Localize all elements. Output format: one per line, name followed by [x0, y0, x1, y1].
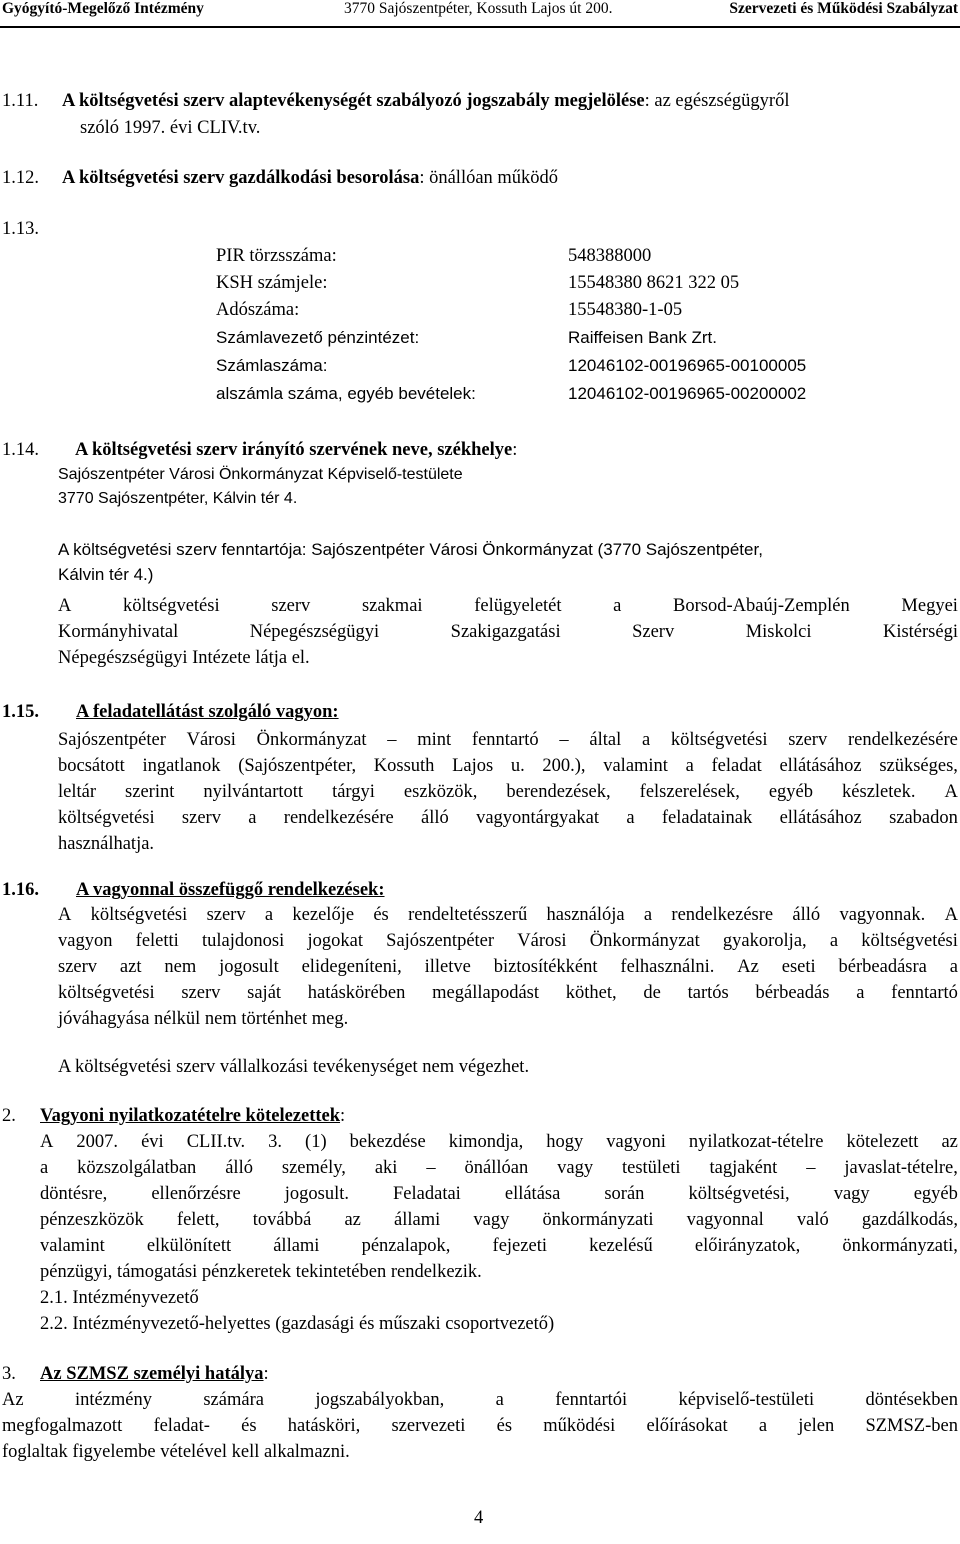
supervision-line1 — [58, 596, 958, 617]
word: a — [641, 730, 651, 750]
word: feladat — [711, 756, 762, 776]
word: valamint — [40, 1236, 105, 1256]
word: CLII.tv. — [186, 1132, 246, 1152]
word: rendeltetésszerű — [408, 905, 528, 925]
word: egyéb — [913, 1184, 958, 1204]
word: – — [387, 730, 397, 750]
word: a — [758, 1416, 768, 1436]
section-2-colon: : — [340, 1106, 346, 1126]
word: fenntartó — [891, 983, 958, 1003]
section-1-14-body-line3: 3770 Sajószentpéter, Kálvin tér 4. — [58, 490, 298, 507]
word: illetve — [424, 957, 471, 977]
section-1-14-heading — [75, 440, 517, 461]
word: eseti — [781, 957, 816, 977]
word: bekezdése — [349, 1132, 426, 1152]
word: saját — [247, 983, 282, 1003]
word: vagy — [557, 1158, 594, 1178]
word: Miskolci — [745, 622, 812, 642]
word: Népegészségügyi — [249, 622, 380, 642]
word: szerv — [181, 983, 221, 1003]
section-3-colon: : — [263, 1364, 269, 1384]
section-1-11-number: 1.11. — [2, 91, 39, 111]
section-2-last: pénzügyi, támogatási pénzkeretek tekintetében rendelkezik. — [40, 1262, 482, 1282]
word: ingatlanok — [142, 756, 221, 776]
bank-label: Számlavezető pénzintézet: — [216, 328, 420, 347]
section-1-15-line3 — [58, 782, 958, 803]
section-1-16-line1 — [58, 905, 958, 926]
word: kezelője — [292, 905, 355, 925]
word: Szakigazgatási — [450, 622, 561, 642]
word: ellátása — [504, 1184, 561, 1204]
ksh-label: KSH számjele: — [216, 273, 328, 293]
word: költségvetési — [90, 905, 188, 925]
word: álló — [421, 808, 449, 828]
word: a — [643, 905, 653, 925]
bank-value: Raiffeisen Bank Zrt. — [568, 328, 717, 347]
word: – — [806, 1158, 816, 1178]
section-1-12-value: : önállóan működő — [419, 168, 559, 188]
section-1-12-title: A költségvetési szerv gazdálkodási besorolása — [62, 168, 420, 188]
supervision-line2 — [58, 622, 958, 643]
word: vagyonnal — [686, 1210, 764, 1230]
word: Városi — [186, 730, 236, 750]
word: tárgyi — [332, 782, 375, 802]
section-1-15-line2 — [58, 756, 958, 777]
word: (Sajószentpéter, — [238, 756, 357, 776]
word: számára — [203, 1390, 264, 1410]
section-2-line4 — [40, 1210, 958, 1231]
word: kötelezett — [846, 1132, 919, 1152]
word: hatásköri, — [287, 1416, 361, 1436]
word: a — [40, 1158, 49, 1178]
word: berendezések, — [506, 782, 611, 802]
word: pénzeszközök — [40, 1210, 144, 1230]
word: gyakorolja, — [722, 931, 807, 951]
section-1-15-number: 1.15. — [2, 702, 39, 722]
section-1-11-title: A költségvetési szerv alaptevékenységét szabályozó jogszabály megjelölése — [62, 91, 645, 111]
section-2-heading — [40, 1106, 345, 1127]
word: szerv — [58, 957, 98, 977]
word: előírásokat — [646, 1416, 728, 1436]
word: Önkormányzat — [589, 931, 700, 951]
word: biztosítékként — [493, 957, 598, 977]
section-1-16-line2 — [58, 931, 958, 952]
word: vagy — [833, 1184, 870, 1204]
account-value: 12046102-00196965-00100005 — [568, 356, 807, 375]
word: jogokat — [307, 931, 363, 951]
word: a — [685, 756, 694, 776]
word: jelen — [798, 1416, 835, 1436]
section-1-12-heading — [62, 168, 558, 189]
word: nyilvántartott — [203, 782, 304, 802]
section-1-16-extra: A költségvetési szerv vállalkozási tevékenységet nem végezhet. — [58, 1057, 530, 1077]
word: álló — [225, 1158, 253, 1178]
word: felszerelések, — [639, 782, 740, 802]
section-1-15-line1 — [58, 730, 958, 751]
word: elidegeníteni, — [301, 957, 402, 977]
word: költségvetési — [861, 931, 958, 951]
maintainer-line2: Kálvin tér 4.) — [58, 565, 154, 584]
word: fejezeti — [492, 1236, 547, 1256]
word: nem — [164, 957, 197, 977]
word: javaslat-tételre, — [844, 1158, 958, 1178]
word: Kormányhivatal — [58, 622, 179, 642]
section-2-line3 — [40, 1184, 958, 1205]
section-1-16-line3 — [58, 957, 958, 978]
word: a — [248, 808, 257, 828]
section-3-line2 — [2, 1416, 958, 1437]
section-2-line1 — [40, 1132, 958, 1153]
word: személy, — [281, 1158, 346, 1178]
word: és — [496, 1416, 513, 1436]
section-1-11-heading — [62, 91, 789, 112]
word: vagyontárgyakat — [476, 808, 600, 828]
section-1-14-number: 1.14. — [2, 440, 39, 460]
word: kimondja, — [448, 1132, 524, 1152]
word: tulajdonosi — [202, 931, 285, 951]
word: megállapodást — [432, 983, 540, 1003]
word: ellátásához — [779, 756, 862, 776]
word: nyilatkozat-tételre — [688, 1132, 824, 1152]
section-1-16-title: A vagyonnal összefüggő rendelkezések: — [76, 880, 385, 900]
word: szerv — [788, 730, 828, 750]
word: (1) — [305, 1132, 327, 1152]
word: megfogalmazott — [2, 1416, 123, 1436]
word: működési — [543, 1416, 616, 1436]
ksh-value: 15548380 8621 322 05 — [568, 273, 740, 293]
word: A — [944, 782, 958, 802]
word: 2007. — [76, 1132, 119, 1152]
word: Sajószentpéter — [386, 931, 495, 951]
supervision-line3: Népegészségügyi Intézete látja el. — [58, 648, 310, 668]
word: tagjaként — [709, 1158, 778, 1178]
page-number: 4 — [474, 1508, 484, 1528]
word: szabadon — [889, 808, 958, 828]
section-2-line2 — [40, 1158, 958, 1179]
subaccount-label: alszámla száma, egyéb bevételek: — [216, 384, 476, 403]
word: Lajos — [452, 756, 494, 776]
word: A — [40, 1132, 54, 1152]
section-3-number: 3. — [2, 1364, 16, 1384]
word: felett, — [176, 1210, 220, 1230]
word: álló — [792, 905, 821, 925]
word: szerv — [181, 808, 221, 828]
word: 200.), — [542, 756, 586, 776]
word: a — [264, 905, 274, 925]
word: felhasználni. — [620, 957, 715, 977]
word: eszközök, — [403, 782, 478, 802]
word: intézmény — [74, 1390, 152, 1410]
word: Kistérségi — [882, 622, 958, 642]
word: ellátásához — [779, 808, 862, 828]
word: hogy — [546, 1132, 584, 1152]
section-2-2: 2.2. Intézményvezető-helyettes (gazdasági és műszaki csoportvezető) — [40, 1314, 555, 1334]
word: költségvetési — [123, 596, 220, 616]
tax-number-value: 15548380-1-05 — [568, 300, 683, 320]
account-label: Számlaszáma: — [216, 356, 328, 375]
word: költségvetési — [58, 983, 155, 1003]
word: vagyoni — [606, 1132, 666, 1152]
section-1-16-line4 — [58, 983, 958, 1004]
word: A — [58, 596, 72, 616]
word: SZMSZ-ben — [865, 1416, 958, 1436]
word: szakmai — [361, 596, 423, 616]
word: szükséges, — [879, 756, 958, 776]
word: jogosult. — [284, 1184, 349, 1204]
word: a — [495, 1390, 504, 1410]
word: – — [559, 730, 569, 750]
word: által — [589, 730, 622, 750]
word: köthet, — [565, 983, 617, 1003]
word: képviselő-testületi — [678, 1390, 815, 1410]
word: de — [643, 983, 661, 1003]
word: önállóan — [464, 1158, 529, 1178]
word: az — [941, 1132, 958, 1152]
word: szerv — [206, 905, 246, 925]
section-2-number: 2. — [2, 1106, 16, 1126]
section-2-title: Vagyoni nyilatkozatételre kötelezettek — [40, 1106, 341, 1126]
word: pénzalapok, — [361, 1236, 451, 1256]
word: az — [344, 1210, 361, 1230]
word: és — [373, 905, 389, 925]
word: kezelésű — [589, 1236, 653, 1256]
header-institution: Gyógyító-Megelőző Intézmény — [2, 0, 204, 17]
word: A — [944, 905, 958, 925]
word: egyéb — [768, 782, 814, 802]
word: vagyonnak. — [839, 905, 926, 925]
word: tartós — [687, 983, 729, 1003]
word: során — [604, 1184, 645, 1204]
word: fenntartó — [471, 730, 539, 750]
section-1-14-colon: : — [512, 440, 518, 460]
word: 3. — [268, 1132, 283, 1152]
word: rendelkezésére — [283, 808, 394, 828]
header-rule — [0, 26, 960, 28]
pir-value: 548388000 — [568, 246, 652, 266]
word: állami — [394, 1210, 441, 1230]
word: mint — [417, 730, 452, 750]
section-1-14-title: A költségvetési szerv irányító szervének neve, székhelye — [75, 440, 513, 460]
word: Megyei — [901, 596, 958, 616]
word: Feladatai — [393, 1184, 461, 1204]
word: rendelkezésére — [847, 730, 958, 750]
word: jogszabályokban, — [315, 1390, 445, 1410]
word: költségvetési — [58, 808, 155, 828]
word: feladatainak — [661, 808, 753, 828]
word: a — [829, 931, 839, 951]
section-1-11-value: : az egészségügyről — [644, 91, 790, 111]
word: ellenőrzésre — [151, 1184, 241, 1204]
maintainer-line1: A költségvetési szerv fenntartója: Sajószentpéter Városi Önkormányzat (3770 Sajószentpéter, — [58, 540, 763, 559]
tax-number-label: Adószáma: — [216, 300, 300, 320]
section-1-13-number: 1.13. — [2, 219, 39, 239]
section-1-16-number: 1.16. — [2, 880, 39, 900]
word: fenntartói — [555, 1390, 628, 1410]
word: Kossuth — [373, 756, 435, 776]
section-3-last: foglaltak figyelembe vételével kell alkalmazni. — [2, 1442, 350, 1462]
word: Az — [737, 957, 759, 977]
subaccount-value: 12046102-00196965-00200002 — [568, 384, 807, 403]
word: – — [426, 1158, 436, 1178]
word: előirányzatok, — [694, 1236, 801, 1256]
word: rendelkezésre — [671, 905, 774, 925]
section-1-16-last: jóváhagyása nélkül nem történhet meg. — [58, 1009, 349, 1029]
section-2-line5 — [40, 1236, 958, 1257]
word: döntésekben — [865, 1390, 958, 1410]
word: vagy — [473, 1210, 510, 1230]
word: Szerv — [632, 622, 675, 642]
section-1-15-title: A feladatellátást szolgáló vagyon: — [76, 702, 339, 722]
word: Az — [2, 1390, 24, 1410]
word: évi — [141, 1132, 164, 1152]
word: szerint — [125, 782, 175, 802]
word: használója — [546, 905, 625, 925]
word: készletek. — [842, 782, 916, 802]
section-1-15-line4 — [58, 808, 958, 829]
section-1-15-last: használhatja. — [58, 834, 155, 854]
section-1-11-line2: szóló 1997. évi CLIV.tv. — [80, 118, 261, 138]
word: való — [796, 1210, 829, 1230]
section-1-14-body-line2: Sajószentpéter Városi Önkormányzat Képviselő-testülete — [58, 466, 463, 483]
word: bérbeadásra — [838, 957, 927, 977]
word: jogosult — [219, 957, 279, 977]
word: önkormányzati — [542, 1210, 654, 1230]
word: A — [58, 905, 72, 925]
word: azt — [119, 957, 142, 977]
word: valamint — [603, 756, 668, 776]
section-3-line1 — [2, 1390, 958, 1411]
word: u. — [510, 756, 525, 776]
word: szerv — [271, 596, 311, 616]
pir-label: PIR törzsszáma: — [216, 246, 337, 266]
word: vagyon — [58, 931, 113, 951]
word: bérbeadás — [755, 983, 830, 1003]
word: a — [856, 983, 865, 1003]
word: gazdálkodás, — [861, 1210, 958, 1230]
word: közszolgálatban — [77, 1158, 197, 1178]
word: Sajószentpéter — [58, 730, 166, 750]
word: költségvetési — [670, 730, 768, 750]
header-address: 3770 Sajószentpéter, Kossuth Lajos út 200. — [344, 0, 613, 17]
word: a — [949, 957, 958, 977]
word: továbbá — [252, 1210, 312, 1230]
word: a — [626, 808, 635, 828]
word: feladat- — [153, 1416, 210, 1436]
word: költségvetési, — [688, 1184, 790, 1204]
word: szervezeti — [391, 1416, 466, 1436]
word: állami — [273, 1236, 320, 1256]
word: Városi — [517, 931, 567, 951]
word: Borsod-Abaúj-Zemplén — [673, 596, 850, 616]
word: önkormányzati, — [842, 1236, 958, 1256]
word: bocsátott — [58, 756, 125, 776]
word: testületi — [621, 1158, 681, 1178]
header-document-title: Szervezeti és Működési Szabályzat — [729, 0, 958, 17]
section-3-title: Az SZMSZ személyi hatálya — [40, 1364, 264, 1384]
word: leltár — [58, 782, 97, 802]
word: a — [613, 596, 622, 616]
section-1-12-number: 1.12. — [2, 168, 39, 188]
word: feletti — [135, 931, 179, 951]
word: elkülönített — [146, 1236, 232, 1256]
word: Önkormányzat — [256, 730, 367, 750]
word: felügyeletét — [474, 596, 562, 616]
word: hatáskörében — [307, 983, 406, 1003]
section-3-heading — [40, 1364, 269, 1385]
word: aki — [374, 1158, 398, 1178]
section-2-1: 2.1. Intézményvezető — [40, 1288, 199, 1308]
word: döntésre, — [40, 1184, 108, 1204]
word: és — [241, 1416, 257, 1436]
